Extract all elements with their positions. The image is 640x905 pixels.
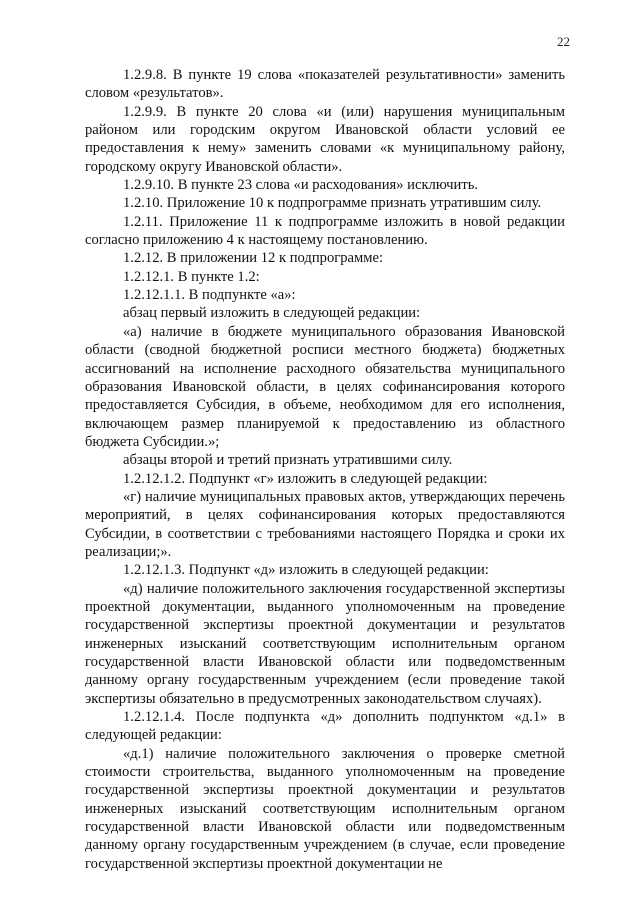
paragraph-1-2-10: 1.2.10. Приложение 10 к подпрограмме признать утратившим силу.: [123, 195, 542, 212]
paragraph-subitem-g: «г) наличие муниципальных правовых актов, утверждающих перечень мероприятий, в целях софинансирования которых предоставляются Субсидии, в соответствии с требованиями настоящего Порядка и сроки их реализации;».: [85, 488, 565, 560]
paragraph-1-2-12-1: 1.2.12.1. В пункте 1.2:: [123, 268, 260, 285]
paragraph-1-2-12: 1.2.12. В приложении 12 к подпрограмме:: [123, 250, 384, 267]
paragraph-1-2-11: 1.2.11. Приложение 11 к подпрограмме изложить в новой редакции согласно приложению 4 к настоящему постановлению.: [85, 213, 565, 249]
paragraph-1-2-9-9: 1.2.9.9. В пункте 20 слова «и (или) нарушения муниципальным районом или городским округом Ивановской области условий ее предоставления к нему» заменить словами «к муниципальному району, городскому округу Ивановской области».: [85, 103, 565, 175]
page-number: 22: [557, 34, 570, 49]
paragraph-1-2-12-1-3: 1.2.12.1.3. Подпункт «д» изложить в следующей редакции:: [123, 562, 489, 579]
document-body: [85, 66, 565, 873]
paragraph-1-2-9-8: 1.2.9.8. В пункте 19 слова «показателей результативности» заменить словом «результатов».: [85, 67, 565, 102]
paragraph-1-2-12-1-4: 1.2.12.1.4. После подпункта «д» дополнить подпунктом «д.1» в следующей редакции:: [85, 709, 565, 744]
paragraph-subitem-d: «д) наличие положительного заключения государственной экспертизы проектной документации, выданного уполномоченным на проведение государственной экспертизы проектной документации и результатов инженерных изысканий соответствующим исполнительным органом государственной власти Ивановской области или подведомственным данному органу государственным учреждением (если проведение такой экспертизы обязательно в предусмотренных законодательством случаях).: [85, 580, 565, 707]
paragraph-1-2-9-10: 1.2.9.10. В пункте 23 слова «и расходования» исключить.: [123, 177, 478, 194]
paragraph-subitem-a: «а) наличие в бюджете муниципального образования Ивановской области (сводной бюджетной росписи местного бюджета) бюджетных ассигнований на исполнение расходного обязательства муниципального образования Ивановской области, в целях софинансирования которого предоставляется Субсидия, в объеме, необходимом для его исполнения, включающем размер планируемой к предоставлению из областного бюджета Субсидии.»;: [85, 323, 565, 450]
paragraph-subitem-d1: «д.1) наличие положительного заключения о проверке сметной стоимости строительства, выданного уполномоченным на проведение государственной экспертизы проектной документации и результатов инженерных изысканий соответствующим исполнительным органом государственной власти Ивановской области или подведомственным данному органу государственным учреждением (в случае, если проведение государственной экспертизы проектной документации не: [85, 745, 565, 872]
paragraph-1-2-12-1-2: 1.2.12.1.2. Подпункт «г» изложить в следующей редакции:: [123, 470, 488, 487]
paragraph-first-abzac: абзац первый изложить в следующей редакции:: [123, 305, 421, 322]
paragraph-abzacy-second-third: абзацы второй и третий признать утратившими силу.: [123, 452, 453, 469]
paragraph-1-2-12-1-1: 1.2.12.1.1. В подпункте «а»:: [123, 287, 296, 304]
